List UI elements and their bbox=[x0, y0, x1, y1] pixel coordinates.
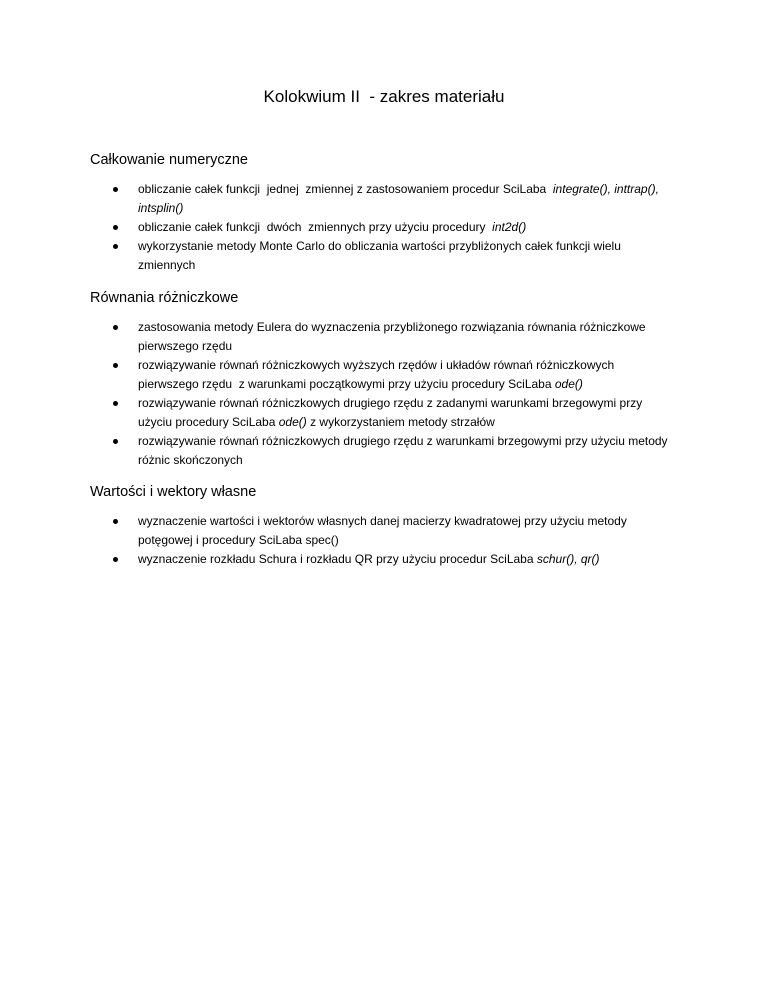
list-item bbox=[0, 218, 768, 237]
list-item bbox=[0, 180, 768, 218]
item-text: wyznaczenie wartości i wektorów własnych danej macierzy kwadratowej przy użyciu metody potęgowej i procedury SciLaba spec() bbox=[138, 514, 631, 547]
section-list-rownania bbox=[0, 318, 768, 470]
bullet-icon bbox=[113, 439, 118, 444]
list-item bbox=[0, 394, 768, 432]
item-code: integrate(), inttrap(), intsplin() bbox=[138, 182, 663, 215]
list-item bbox=[0, 512, 768, 550]
bullet-icon bbox=[113, 363, 118, 368]
item-text: rozwiązywanie równań różniczkowych drugiego rzędu z zadanymi warunkami brzegowymi przy użyciu procedury SciLaba bbox=[138, 396, 646, 429]
item-text-after: z wykorzystaniem metody strzałów bbox=[306, 415, 495, 429]
item-code: int2d() bbox=[492, 220, 527, 234]
item-text: rozwiązywanie równań różniczkowych drugiego rzędu z warunkami brzegowymi przy użyciu metody różnic skończonych bbox=[138, 434, 671, 467]
bullet-icon bbox=[113, 401, 118, 406]
bullet-icon bbox=[113, 325, 118, 330]
list-item bbox=[0, 550, 768, 569]
section-heading-wartosci: Wartości i wektory własne bbox=[90, 484, 257, 500]
bullet-icon bbox=[113, 187, 118, 192]
item-code: schur(), qr() bbox=[536, 552, 600, 566]
item-text: obliczanie całek funkcji dwóch zmiennych przy użyciu procedury bbox=[138, 220, 493, 234]
list-item bbox=[0, 318, 768, 356]
section-heading-calkowanie: Całkowanie numeryczne bbox=[90, 152, 248, 168]
bullet-icon bbox=[113, 557, 118, 562]
item-code: ode() bbox=[554, 377, 583, 391]
bullet-icon bbox=[113, 244, 118, 249]
item-text: wykorzystanie metody Monte Carlo do obliczania wartości przybliżonych całek funkcji wielu zmiennych bbox=[138, 239, 625, 272]
section-list-calkowanie bbox=[0, 180, 768, 275]
section-heading-rownania: Równania różniczkowe bbox=[90, 290, 239, 306]
item-text: wyznaczenie rozkładu Schura i rozkładu QR przy użyciu procedur SciLaba bbox=[138, 552, 537, 566]
bullet-icon bbox=[113, 225, 118, 230]
item-code: ode() bbox=[278, 415, 307, 429]
item-text: rozwiązywanie równań różniczkowych wyższych rzędów i układów równań różniczkowych pierwszego rzędu z warunkami początkowymi przy użyciu procedury SciLaba bbox=[138, 358, 618, 391]
section-list-wartosci bbox=[0, 512, 768, 569]
bullet-icon bbox=[113, 519, 118, 524]
list-item bbox=[0, 432, 768, 470]
list-item bbox=[0, 356, 768, 394]
item-text: obliczanie całek funkcji jednej zmiennej z zastosowaniem procedur SciLaba bbox=[138, 182, 553, 196]
document-title: Kolokwium II - zakres materiału bbox=[263, 87, 505, 106]
item-text: zastosowania metody Eulera do wyznaczenia przybliżonego rozwiązania równania różniczkowe pierwszego rzędu bbox=[138, 320, 649, 353]
list-item bbox=[0, 237, 768, 275]
